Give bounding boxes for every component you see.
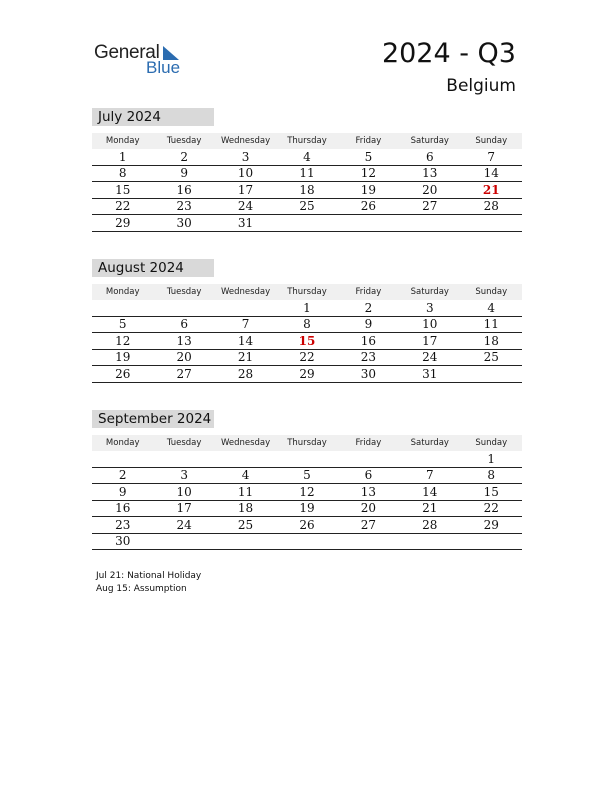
day-cell: 19: [360, 182, 377, 197]
week-row: [92, 484, 522, 501]
day-cell: 12: [115, 333, 131, 348]
day-cell: 27: [360, 517, 377, 532]
weekday-label: Thursday: [287, 287, 327, 297]
day-cell: 30: [115, 534, 131, 549]
day-cell: 21: [237, 350, 254, 365]
week-row: [92, 468, 522, 485]
day-cell: 20: [360, 501, 377, 516]
day-cell: 5: [303, 468, 311, 483]
day-cell: 18: [237, 501, 254, 516]
day-cell: 21: [422, 501, 438, 516]
day-cell: 24: [237, 199, 254, 214]
week-row: [92, 517, 522, 534]
day-cell: 28: [237, 366, 254, 381]
day-cell: 4: [241, 468, 250, 483]
holiday-note: Jul 21: National Holiday: [96, 571, 202, 581]
day-cell: 4: [487, 300, 496, 315]
day-cell: 3: [241, 149, 250, 164]
day-cell: 19: [115, 350, 131, 365]
weekday-label: Saturday: [410, 287, 449, 297]
weekday-label: Sunday: [475, 438, 508, 448]
day-cell: 22: [115, 199, 131, 214]
day-cell: 14: [237, 333, 254, 348]
day-cell: 28: [483, 199, 499, 214]
day-cell: 22: [483, 501, 499, 516]
weekday-label: Wednesday: [220, 287, 271, 297]
day-cell: 7: [426, 468, 434, 483]
day-cell: 6: [426, 149, 434, 164]
day-cell: 10: [422, 317, 438, 332]
month-calendar: [92, 410, 522, 550]
day-cell: 17: [422, 333, 438, 348]
day-cell: 27: [176, 366, 192, 381]
day-cell: 31: [237, 215, 254, 230]
day-cell: 6: [364, 468, 373, 483]
weekday-label: Thursday: [287, 438, 327, 448]
day-cell: 20: [176, 350, 192, 365]
day-cell: 12: [360, 166, 377, 181]
day-cell: 24: [176, 517, 192, 532]
day-cell: 23: [360, 350, 377, 365]
day-cell: 5: [364, 149, 373, 164]
weekday-label: Thursday: [287, 136, 327, 146]
day-cell: 9: [180, 166, 188, 181]
day-cell: 13: [176, 333, 192, 348]
day-cell: 29: [115, 215, 131, 230]
weekday-label: Wednesday: [220, 136, 271, 146]
logo-text-general: General: [94, 42, 160, 63]
weekday-label: Sunday: [475, 136, 508, 146]
day-cell: 9: [364, 317, 373, 332]
week-row: [92, 501, 522, 518]
day-cell: 6: [180, 317, 188, 332]
day-cell: 4: [303, 149, 311, 164]
day-cell: 10: [176, 484, 192, 499]
day-cell: 23: [176, 199, 192, 214]
day-cell: 30: [176, 215, 192, 230]
country-name: Belgium: [446, 76, 516, 96]
weekday-header-row: [92, 435, 522, 451]
day-cell: 8: [118, 166, 127, 181]
day-cell: 7: [487, 149, 496, 164]
weekday-label: Tuesday: [166, 287, 202, 297]
weekday-label: Monday: [105, 287, 140, 297]
month-name: September 2024: [92, 410, 214, 428]
week-row: [92, 182, 522, 199]
day-cell: 15: [483, 484, 499, 499]
week-row: [92, 317, 522, 334]
week-row: [92, 350, 522, 367]
day-cell: 16: [176, 182, 192, 197]
day-cell: 18: [483, 333, 499, 348]
weekday-label: Monday: [105, 438, 140, 448]
month-grid: [92, 435, 522, 550]
day-cell: 29: [299, 366, 315, 381]
day-cell: 8: [487, 468, 496, 483]
day-cell: 19: [299, 501, 315, 516]
day-cell: 16: [115, 501, 131, 516]
day-cell: 18: [299, 182, 315, 197]
day-cell: 13: [360, 484, 377, 499]
day-cell: 21: [482, 182, 500, 197]
day-cell: 10: [237, 166, 254, 181]
day-cell: 11: [237, 484, 254, 499]
month-grid: [92, 133, 522, 232]
day-cell: 26: [299, 517, 315, 532]
month-calendar: [92, 108, 522, 232]
weekday-header-row: [92, 284, 522, 300]
day-cell: 27: [422, 199, 438, 214]
day-cell: 29: [483, 517, 499, 532]
day-cell: 1: [118, 149, 127, 164]
day-cell: 24: [422, 350, 438, 365]
day-cell: 3: [426, 300, 434, 315]
day-cell: 2: [118, 468, 127, 483]
weekday-label: Friday: [355, 438, 382, 448]
day-cell: 14: [483, 166, 499, 181]
page-title: 2024 - Q3: [381, 38, 516, 69]
logo-text-blue: Blue: [146, 58, 181, 77]
weekday-label: Tuesday: [166, 438, 202, 448]
week-row: [92, 166, 522, 183]
week-row: [92, 215, 522, 232]
week-row: [92, 149, 522, 166]
holiday-note: Aug 15: Assumption: [96, 584, 187, 594]
day-cell: 25: [483, 350, 499, 365]
month-name: August 2024: [92, 259, 214, 277]
day-cell: 2: [364, 300, 373, 315]
day-cell: 22: [299, 350, 315, 365]
day-cell: 8: [303, 317, 311, 332]
weekday-label: Tuesday: [166, 136, 202, 146]
day-cell: 13: [422, 166, 438, 181]
month-calendar: [92, 259, 522, 383]
day-cell: 9: [118, 484, 127, 499]
month-grid: [92, 284, 522, 383]
day-cell: 14: [422, 484, 438, 499]
week-row: [92, 534, 522, 551]
day-cell: 25: [299, 199, 315, 214]
weekday-label: Wednesday: [220, 438, 271, 448]
day-cell: 28: [422, 517, 438, 532]
day-cell: 7: [241, 317, 250, 332]
day-cell: 25: [237, 517, 254, 532]
weekday-header-row: [92, 133, 522, 149]
day-cell: 1: [303, 300, 311, 315]
week-row: [92, 451, 522, 468]
weekday-label: Friday: [355, 287, 382, 297]
day-cell: 26: [360, 199, 377, 214]
day-cell: 26: [115, 366, 131, 381]
weekday-label: Monday: [105, 136, 140, 146]
day-cell: 17: [176, 501, 192, 516]
day-cell: 16: [360, 333, 377, 348]
day-cell: 31: [422, 366, 438, 381]
logo: [94, 40, 194, 80]
day-cell: 1: [487, 451, 496, 466]
day-cell: 17: [237, 182, 254, 197]
day-cell: 15: [115, 182, 131, 197]
weekday-label: Saturday: [410, 136, 449, 146]
day-cell: 23: [115, 517, 131, 532]
weekday-label: Saturday: [410, 438, 449, 448]
week-row: [92, 366, 522, 383]
day-cell: 20: [422, 182, 438, 197]
day-cell: 15: [298, 333, 316, 348]
week-row: [92, 333, 522, 350]
day-cell: 2: [180, 149, 188, 164]
day-cell: 3: [180, 468, 188, 483]
weekday-label: Friday: [355, 136, 382, 146]
week-row: [92, 199, 522, 216]
day-cell: 11: [483, 317, 499, 332]
week-row: [92, 300, 522, 317]
day-cell: 11: [299, 166, 315, 181]
day-cell: 30: [360, 366, 377, 381]
weekday-label: Sunday: [475, 287, 508, 297]
holiday-notes: [96, 570, 201, 596]
day-cell: 12: [299, 484, 315, 499]
day-cell: 5: [118, 317, 127, 332]
month-name: July 2024: [92, 108, 214, 126]
